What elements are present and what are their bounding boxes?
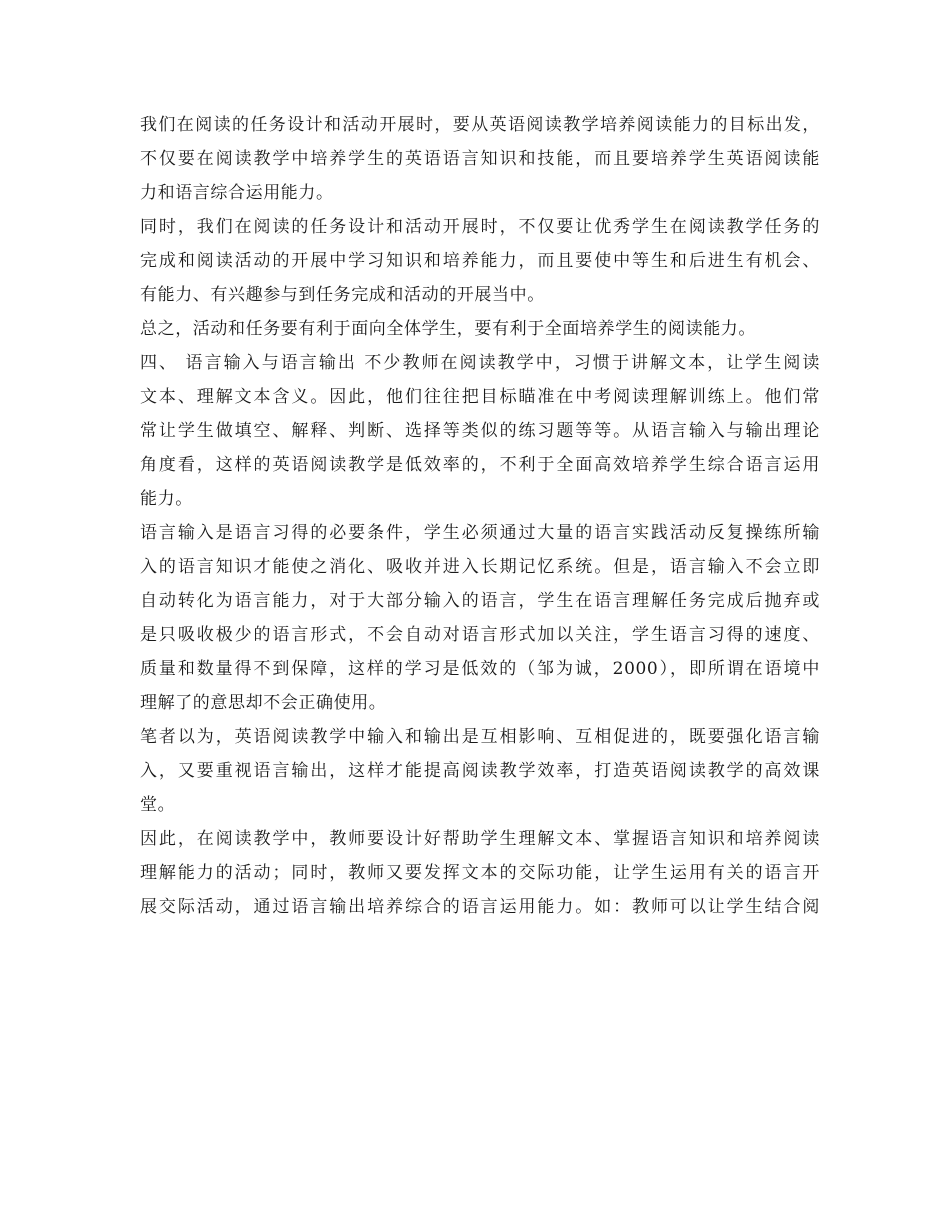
text-line: 是只吸收极少的语言形式，不会自动对语言形式加以关注，学生语言习得的速度、 — [140, 625, 820, 645]
text-line: 入，又要重视语言输出，这样才能提高阅读教学效率，打造英语阅读教学的高效课 — [140, 761, 820, 781]
paragraph-7 — [140, 822, 820, 924]
text-line: 同时，我们在阅读的任务设计和活动开展时，不仅要让优秀学生在阅读教学任务的 — [140, 217, 820, 237]
text-line: 展交际活动，通过语言输出培养综合的语言运用能力。如：教师可以让学生结合阅 — [140, 897, 820, 917]
document-body — [140, 108, 820, 924]
text-line: 常让学生做填空、解释、判断、选择等类似的练习题等等。从语言输入与输出理论 — [140, 421, 820, 441]
text-line: 我们在阅读的任务设计和活动开展时，要从英语阅读教学培养阅读能力的目标出发， — [140, 115, 820, 135]
text-line: 理解了的意思却不会正确使用。 — [140, 693, 387, 713]
text-line: 因此，在阅读教学中，教师要设计好帮助学生理解文本、掌握语言知识和培养阅读 — [140, 829, 820, 849]
text-line: 自动转化为语言能力，对于大部分输入的语言，学生在语言理解任务完成后抛弃或 — [140, 591, 820, 611]
text-line: 笔者以为，英语阅读教学中输入和输出是互相影响、互相促进的，既要强化语言输 — [140, 727, 820, 747]
paragraph-6 — [140, 720, 820, 822]
text-line: 有能力、有兴趣参与到任务完成和活动的开展当中。 — [140, 285, 545, 305]
paragraph-2 — [140, 210, 820, 312]
text-line: 总之，活动和任务要有利于面向全体学生，要有利于全面培养学生的阅读能力。 — [140, 319, 756, 339]
paragraph-3 — [140, 312, 820, 346]
text-line: 理解能力的活动；同时，教师又要发挥文本的交际功能，让学生运用有关的语言开 — [140, 863, 820, 883]
text-line: 角度看，这样的英语阅读教学是低效率的，不利于全面高效培养学生综合语言运用 — [140, 455, 820, 475]
text-line: 语言输入是语言习得的必要条件，学生必须通过大量的语言实践活动反复操练所输 — [140, 523, 820, 543]
text-line: 能力。 — [140, 489, 193, 509]
text-line: 力和语言综合运用能力。 — [140, 183, 334, 203]
text-line: 完成和阅读活动的开展中学习知识和培养能力，而且要使中等生和后进生有机会、 — [140, 251, 820, 271]
paragraph-4 — [140, 346, 820, 516]
text-line: 四、 语言输入与语言输出 不少教师在阅读教学中，习惯于讲解文本，让学生阅读 — [140, 353, 820, 373]
paragraph-1 — [140, 108, 820, 210]
text-line: 质量和数量得不到保障，这样的学习是低效的（邹为诚，2000），即所谓在语境中 — [140, 659, 820, 679]
paragraph-5 — [140, 516, 820, 720]
text-line: 入的语言知识才能使之消化、吸收并进入长期记忆系统。但是，语言输入不会立即 — [140, 557, 820, 577]
text-line: 堂。 — [140, 795, 176, 815]
text-line: 文本、理解文本含义。因此，他们往往把目标瞄准在中考阅读理解训练上。他们常 — [140, 387, 820, 407]
text-line: 不仅要在阅读教学中培养学生的英语语言知识和技能，而且要培养学生英语阅读能 — [140, 149, 820, 169]
